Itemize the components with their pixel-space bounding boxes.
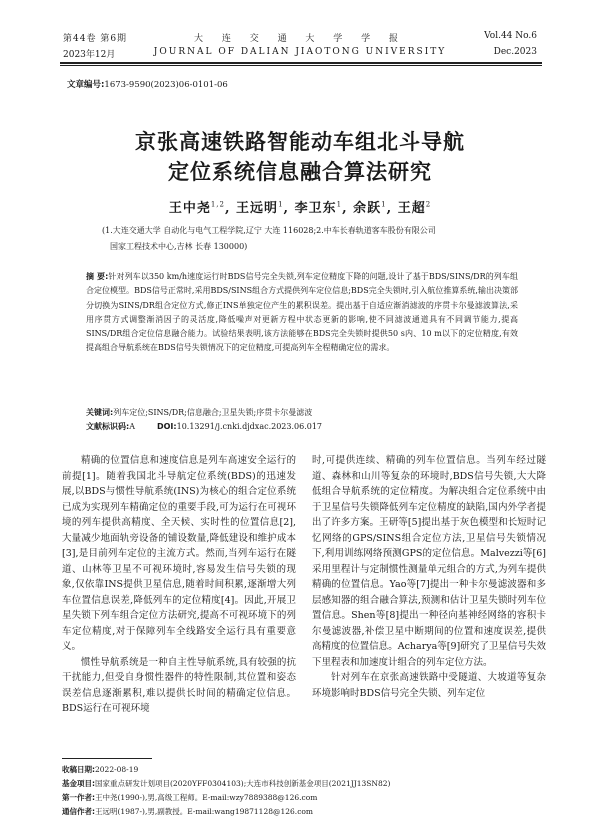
author-name: 王超 [397,201,426,216]
header-journal-cn: 大 连 交 通 大 学 学 报 [193,34,407,44]
author-name: 王中尧 [168,201,211,216]
footnote-corresponding-author: 通信作者:王远明(1987-),男,副教授。E-mail:wang19871128@126.com [62,807,314,816]
journal-header [0,0,600,80]
author-list: 王中尧$^{1,2}$, 王远明$^1$, 李卫东$^1$, 余跃$^1$, 王超$^2$ [168,200,432,216]
header-volume-en: Vol.44 No.6 [484,31,537,41]
header-date-en: Dec.2023 [493,47,537,57]
author-affil-mark: 1 [381,200,387,209]
header-rule-thick [60,62,542,64]
header-date-cn: 2023年12月 [63,50,116,60]
author-name: 李卫东 [294,201,337,216]
body-paragraph: 针对列车在京张高速铁路中受隧道、大坡道等复杂环境影响时BDS信号完全失锁、列车定位 [312,672,546,699]
header-rule-thin [60,65,542,66]
footnote-first-author: 第一作者:王中尧(1990-),男,高级工程师。E-mail:wzy7889388@126.com [62,793,318,802]
author-name: 王远明 [236,201,279,216]
footnote-rule [62,758,152,759]
affiliation-line2: 国家工程技术中心,吉林 长春 130000) [110,242,248,251]
abstract-label: 摘 要: [86,272,109,281]
author-affil-mark: 1 [336,200,343,209]
doc-code: A [129,422,135,431]
keywords-label: 关键词: [86,408,114,417]
paper-title-line2: 定位系统信息融合算法研究 [168,160,432,184]
author-affil-mark: 2 [425,200,432,209]
keywords [86,407,518,418]
abstract [86,270,518,356]
footnote-received: 收稿日期:2022-08-19 [62,765,139,774]
classification-doi [86,421,518,432]
body-paragraph: 精确的位置信息和速度信息是列车高速安全运行的前提[1]。随着我国北斗导航定位系统(BDS)的迅速发展,以BDS与惯性导航系统(INS)为核心的组合定位系统已成为实现列车精确定位的重要手段,可为运行在可视环境的列车提供高精度、全天候、实时性的位置信息[2],大量减少地面轨旁设备的铺设数量,降低建设和维护成本[3],是目前列车定位的主流方式。然而,当列车运行在隧道、山林等卫星不可视环境时,容易发生信号失锁的现象,仅依靠INS提供卫星信息,随着时间积累,逐渐增大列车位置信息误差,降低列车的定位精度[4]。因此,开展卫星失锁下列车组合定位方法研究,提高不可视环境下的列车定位精度,对于保障列车全线路安全运行具有重要意义。 [62,455,296,652]
doi-label: DOI: [156,422,177,431]
body-paragraph: 时,可提供连续、精确的列车位置信息。当列车经过隧道、森林和山川等复杂的环境时,BDS信号失锁,大大降低组合导航系统的定位精度。为解决组合定位系统中由于卫星信号失锁降低列车定位精度的缺陷,国内外学者提出了许多方案。王研等[5]提出基于灰色模型和长短时记忆网络的GPS/SINS组合定位方法,卫星信号失锁情况下,利用训练网络预测GPS的定位信息。Malvezzi等[6]采用里程计与定制惯性测量单元组合的方式,为列车提供精确的位置信息。Yao等[7]提出一种卡尔曼滤波器和多层感知器的组合融合算法,预测和估计卫星失锁时列车位置信息。Shen等[8]提出一种径向基神经网络的容积卡尔曼滤波器,补偿卫星中断期间的位置和速度误差,提供高精度的位置信息。Acharya等[9]研究了卫星信号失效下里程表和加速度计组合的列车定位方法。 [312,455,546,668]
abstract-text: 针对列车以350 km/h速度运行时BDS信号完全失锁,列车定位精度下降的问题,设计了基于BDS/SINS/DR的列车组合定位模型。BDS信号正常时,采用BDS/SINS组合方式提供列车定位信息;BDS完全失锁时,引入航位推算系统,输出决策部分切换为SINS/DR组合定位方式,修正INS单独定位产生的累积误差。提出基于自适应渐消滤波的序贯卡尔曼滤波算法,采用序贯方式调整渐消因子的灵活度,降低噪声对更新方程中状态更新的影响,使不同滤波通道具有不同调节能力,提高SINS/DR组合定位信息融合能力。试验结果表明,该方法能够在BDS完全失锁时提供50 s内、10 m以下的定位精度,有效提高组合导航系统在BDS信号失锁情况下的定位精度,可提高列车全程精确定位的需求。 [86,272,518,353]
header-volume-cn: 第44卷 第6期 [63,34,128,44]
article-number [67,78,228,90]
footnote-fund: 基金项目:国家重点研发计划项目(2020YFF0304103);大连市科技创新基金项目(2021JJ13SN82) [62,779,391,788]
affiliation-line1: (1.大连交通大学 自动化与电气工程学院,辽宁 大连 116028;2.中车长春轨道客车股份有限公司 [102,226,436,235]
author-affil-mark: 1,2 [210,200,225,209]
doc-code-label: 文献标识码: [86,422,130,431]
article-number-value: 1673-9590(2023)06-0101-06 [104,80,228,90]
affiliations [102,223,522,255]
keywords-text: 列车定位;SINS/DR;信息融合;卫星失锁;序贯卡尔曼滤波 [113,408,313,417]
article-number-label: 文章编号: [67,80,105,90]
doi-value: 10.13291/j.cnki.djdxac.2023.06.017 [176,422,323,431]
body-paragraph: 惯性导航系统是一种自主性导航系统,具有较强的抗干扰能力,但受自身惯性器件的特性限制,其位置和姿态误差信息逐渐累积,难以提供长时间的精确定位信息。BDS运行在可视环境 [62,656,296,714]
body-column-left [62,453,296,717]
author-affil-mark: 1 [278,200,284,209]
body-column-right [312,453,546,701]
header-journal-en: JOURNAL OF DALIAN JIAOTONG UNIVERSITY [153,47,447,57]
paper-title-line1: 京张高速铁路智能动车组北斗导航 [135,130,465,154]
author-name: 余跃 [353,201,382,216]
